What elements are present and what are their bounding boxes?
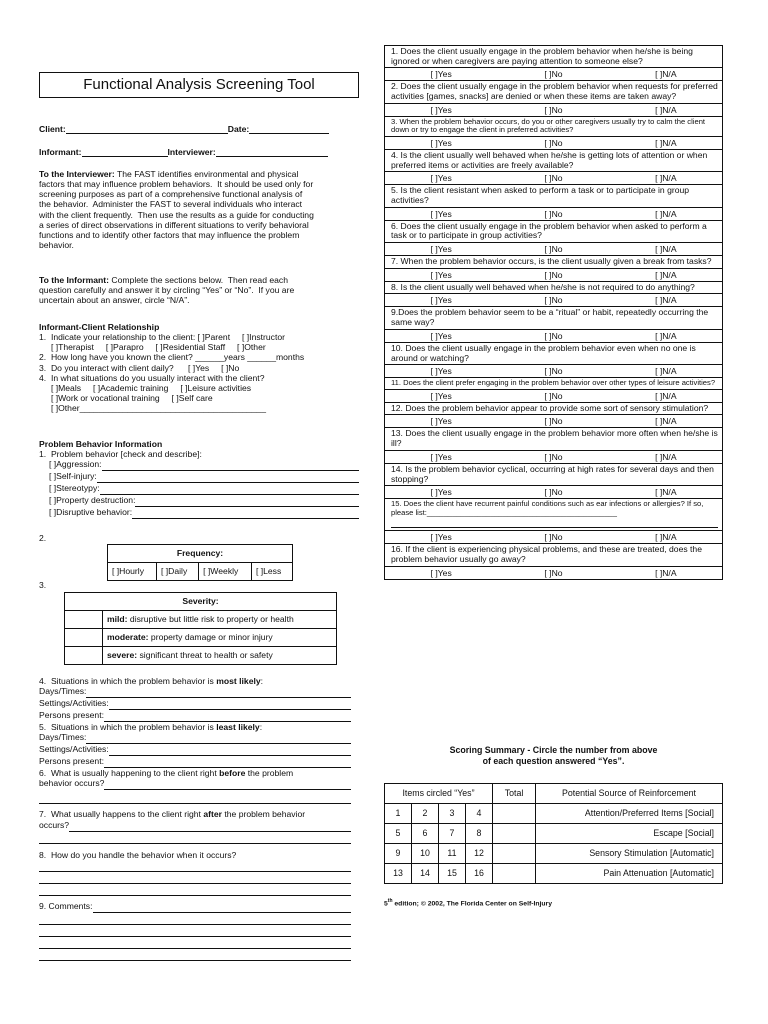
q8-answer-line[interactable] <box>39 884 351 896</box>
q6-answer[interactable] <box>39 778 351 790</box>
question-row <box>385 378 722 403</box>
answer-na[interactable]: [ ]N/A <box>655 137 677 148</box>
question-row <box>385 256 722 282</box>
scoring-title <box>384 745 723 768</box>
answer-no[interactable]: [ ]No <box>544 295 563 306</box>
behavior-item-label: [ ]Self-injury: <box>49 471 97 482</box>
comments-row[interactable] <box>39 901 351 913</box>
answer-no[interactable]: [ ]No <box>544 69 563 80</box>
interviewer-note-line: screening purposes as part of a comprehensive functional analysis of <box>39 189 303 200</box>
answer-options <box>385 242 722 255</box>
q6-emphasis: before <box>219 768 246 779</box>
situation-field[interactable] <box>39 732 351 744</box>
severity-table <box>64 592 337 665</box>
answer-options <box>385 450 722 463</box>
answer-na[interactable]: [ ]N/A <box>655 269 677 280</box>
question-text: 4. Is the client usually well behaved when he/she is getting lots of attention or when preferred items or activities are freely available? <box>391 149 708 170</box>
severity-checkbox[interactable] <box>65 647 103 665</box>
answer-na[interactable]: [ ]N/A <box>655 390 677 401</box>
answer-no[interactable]: [ ]No <box>544 330 563 341</box>
interviewer-note-line: the behavior. Administer the FAST to several individuals who interact <box>39 199 303 210</box>
edition-number: 5 <box>384 900 388 908</box>
answer-yes[interactable]: [ ]Yes <box>430 532 452 543</box>
scoring-header-items: Items circled “Yes” <box>385 784 493 804</box>
situation-field[interactable] <box>39 686 351 698</box>
q6-answer-line[interactable] <box>104 778 351 790</box>
behavior-info-section <box>39 439 359 519</box>
answer-options <box>385 103 722 116</box>
q5-text: 5. Situations in which the problem behavior is <box>39 722 217 733</box>
comments-line[interactable] <box>39 925 351 937</box>
situation-field[interactable] <box>39 744 351 756</box>
relationship-line[interactable]: [ ]Work or vocational training [ ]Self care <box>39 392 213 403</box>
answer-yes[interactable]: [ ]Yes <box>430 244 452 255</box>
relationship-section <box>39 322 361 413</box>
client-field[interactable] <box>66 124 228 134</box>
answer-yes[interactable]: [ ]Yes <box>430 390 452 401</box>
interviewer-note-line: a series of direct observations in different situations to verify behavioral <box>39 219 309 230</box>
question-row <box>385 403 722 429</box>
question-row <box>385 428 722 463</box>
q8-answer-line[interactable] <box>39 860 351 872</box>
answer-na[interactable]: [ ]N/A <box>655 330 677 341</box>
answer-no[interactable]: [ ]No <box>544 208 563 219</box>
question-text: 15. Does the client have recurrent painful conditions such as ear infections or allergies? If so, please list:_____________________________________________ <box>391 499 704 517</box>
relationship-line[interactable]: [ ]Meals [ ]Academic training [ ]Leisure activities <box>39 382 252 393</box>
footer-text: edition; © 2002, The Florida Center on Self-Injury <box>392 900 552 908</box>
question-row <box>385 150 722 185</box>
interviewer-label: Interviewer: <box>167 147 216 157</box>
score-item[interactable]: 2 <box>412 804 439 824</box>
form-title: Functional Analysis Screening Tool <box>39 72 359 98</box>
answer-na[interactable]: [ ]N/A <box>655 451 677 462</box>
question-row <box>385 46 722 81</box>
relationship-line[interactable]: [ ]Other_______________________________________ <box>39 403 266 414</box>
answer-options <box>385 171 722 184</box>
score-item[interactable]: 16 <box>466 864 493 884</box>
answer-no[interactable]: [ ]No <box>544 390 563 401</box>
severity-desc: significant threat to health or safety <box>137 650 273 661</box>
answer-no[interactable]: [ ]No <box>544 137 563 148</box>
situation-field-label: Settings/Activities: <box>39 698 109 709</box>
score-item[interactable]: 15 <box>439 864 466 884</box>
answer-no[interactable]: [ ]No <box>544 244 563 255</box>
q7-answer-line[interactable] <box>69 820 351 832</box>
relationship-line[interactable]: 1. Indicate your relationship to the client: [ ]Parent [ ]Instructor <box>39 332 286 343</box>
question-text: 3. When the problem behavior occurs, do you or other caregivers usually try to calm the client down or try to engage the client in preferred activities? <box>391 116 706 135</box>
score-item[interactable]: 12 <box>466 844 493 864</box>
situation-field[interactable] <box>39 756 351 768</box>
severity-header: Severity: <box>65 593 337 611</box>
answer-na[interactable]: [ ]N/A <box>655 416 677 427</box>
q5-colon: : <box>259 722 263 733</box>
question-row <box>385 544 722 578</box>
scoring-row <box>385 844 723 864</box>
situation-field-label: Days/Times: <box>39 732 87 743</box>
situation-field-label: Days/Times: <box>39 686 87 697</box>
answer-na[interactable]: [ ]N/A <box>655 366 677 377</box>
answer-no[interactable]: [ ]No <box>544 104 563 115</box>
answer-options <box>385 268 722 281</box>
q7-answer-line[interactable] <box>39 832 351 844</box>
informant-note-label: To the Informant: <box>39 275 110 285</box>
question-text: 2. Does the client usually engage in the problem behavior when requests for preferred activities [games, snacks] are denied or when these items are taken away? <box>391 81 718 102</box>
interviewer-note-line: factors that may influence problem behaviors. It should be used only for <box>39 179 314 190</box>
answer-no[interactable]: [ ]No <box>544 416 563 427</box>
frequency-number: 2. <box>39 533 47 543</box>
severity-row <box>103 647 337 665</box>
question-text: 6. Does the client usually engage in the problem behavior when asked to perform a task or to participate in group activities? <box>391 220 707 241</box>
score-item[interactable]: 9 <box>385 844 412 864</box>
scoring-header-source: Potential Source of Reinforcement <box>536 784 723 804</box>
score-item[interactable]: 1 <box>385 804 412 824</box>
score-total[interactable] <box>493 804 536 824</box>
answer-yes[interactable]: [ ]Yes <box>430 487 452 498</box>
question-text: 9.Does the problem behavior seem to be a “ritual” or habit, repeatedly occurring the same way? <box>391 307 709 328</box>
answer-na[interactable]: [ ]N/A <box>655 295 677 306</box>
scoring-row <box>385 824 723 844</box>
frequency-option[interactable]: [ ]Less <box>251 563 292 581</box>
situation-field-label: Persons present: <box>39 756 104 767</box>
answer-yes[interactable]: [ ]Yes <box>430 451 452 462</box>
score-total[interactable] <box>493 844 536 864</box>
behavior-item-line[interactable] <box>100 483 359 495</box>
answer-yes[interactable]: [ ]Yes <box>430 173 452 184</box>
relationship-line: 4. In what situations do you usually interact with the client? <box>39 372 265 383</box>
answer-no[interactable]: [ ]No <box>544 366 563 377</box>
answer-no[interactable]: [ ]No <box>544 173 563 184</box>
frequency-option[interactable]: [ ]Weekly <box>199 563 252 581</box>
answer-na[interactable]: [ ]N/A <box>655 244 677 255</box>
score-source: Attention/Preferred Items [Social] <box>536 804 723 824</box>
q4-emphasis: most likely <box>216 676 261 686</box>
q4-colon: : <box>260 676 264 686</box>
answer-na[interactable]: [ ]N/A <box>655 567 677 578</box>
question-text: 1. Does the client usually engage in the problem behavior when he/she is being ignored or when caregivers are paying attention to someone else? <box>391 46 693 66</box>
q7-text-tail: the problem behavior <box>221 809 306 820</box>
answer-options <box>385 414 722 427</box>
q7-text: 7. What usually happens to the client right <box>39 809 204 820</box>
frequency-header: Frequency: <box>108 545 293 563</box>
answer-options <box>385 293 722 306</box>
answer-options <box>385 530 722 543</box>
q7-answer[interactable] <box>39 820 351 832</box>
q8-text: 8. How do you handle the behavior when it occurs? <box>39 849 237 860</box>
question-list-line[interactable] <box>391 518 718 528</box>
score-item[interactable]: 10 <box>412 844 439 864</box>
interviewer-note-label: To the Interviewer: <box>39 169 115 179</box>
severity-row <box>103 629 337 647</box>
answer-options <box>385 364 722 377</box>
situation-field[interactable] <box>39 698 351 710</box>
q4-text: 4. Situations in which the problem behavior is <box>39 676 217 686</box>
score-item[interactable]: 11 <box>439 844 466 864</box>
score-item[interactable]: 4 <box>466 804 493 824</box>
interviewer-note-line: The FAST identifies environmental and physical <box>114 169 299 179</box>
severity-desc: property damage or minor injury <box>148 632 273 643</box>
answer-na[interactable]: [ ]N/A <box>655 69 677 80</box>
q7-line2: occurs? <box>39 819 70 830</box>
client-label: Client: <box>39 124 66 134</box>
score-item[interactable]: 3 <box>439 804 466 824</box>
date-field[interactable] <box>249 124 329 134</box>
question-row <box>385 464 722 499</box>
answer-yes[interactable]: [ ]Yes <box>430 269 452 280</box>
answer-yes[interactable]: [ ]Yes <box>430 208 452 219</box>
behavior-info-intro: 1. Problem behavior [check and describe]: <box>39 449 202 460</box>
answer-no[interactable]: [ ]No <box>544 532 563 543</box>
interviewer-note-line: with the client frequently. Then use the results as a guide for conducting <box>39 209 314 220</box>
behavior-item[interactable] <box>49 507 359 519</box>
answer-no[interactable]: [ ]No <box>544 487 563 498</box>
score-item[interactable]: 8 <box>466 824 493 844</box>
scoring-header-total: Total <box>493 784 536 804</box>
situation-field-line[interactable] <box>104 756 351 768</box>
behavior-item[interactable] <box>49 471 359 483</box>
answer-yes[interactable]: [ ]Yes <box>430 567 452 578</box>
behavior-item-line[interactable] <box>135 495 359 507</box>
answer-options <box>385 566 722 579</box>
interviewer-instructions <box>39 169 361 250</box>
question-text: 5. Is the client resistant when asked to perform a task or to participate in group activities? <box>391 185 690 205</box>
severity-row <box>103 611 337 629</box>
question-row <box>385 81 722 116</box>
situation-field-line[interactable] <box>86 732 351 744</box>
comments-line[interactable] <box>39 937 351 949</box>
question-row <box>385 343 722 378</box>
answer-yes[interactable]: [ ]Yes <box>430 137 452 148</box>
score-source: Escape [Social] <box>536 824 723 844</box>
relationship-line[interactable]: 3. Do you interact with client daily? [ ]Yes [ ]No <box>39 362 240 373</box>
question-text: 8. Is the client usually well behaved when he/she is not required to do anything? <box>391 281 695 292</box>
scoring-table <box>384 783 723 884</box>
score-item[interactable]: 5 <box>385 824 412 844</box>
scoring-title-line: Scoring Summary - Circle the number from above <box>449 745 658 755</box>
informant-note-line: question carefully and answer it by circling “Yes” or “No”. If you are <box>39 285 295 296</box>
comments-line[interactable] <box>93 901 352 913</box>
q6-answer-line[interactable] <box>39 792 351 804</box>
severity-desc: disruptive but little risk to property or health <box>127 614 294 625</box>
behavior-item-label: [ ]Disruptive behavior: <box>49 507 133 518</box>
question-row <box>385 185 722 220</box>
answer-na[interactable]: [ ]N/A <box>655 104 677 115</box>
severity-checkbox[interactable] <box>65 611 103 629</box>
informant-instructions <box>39 275 361 305</box>
behavior-item[interactable] <box>49 483 359 495</box>
severity-number: 3. <box>39 580 47 590</box>
relationship-line[interactable]: 2. How long have you known the client? ______years ______months <box>39 352 305 363</box>
answer-options <box>385 389 722 402</box>
behavior-info-heading: Problem Behavior Information <box>39 439 163 449</box>
situation-field-label: Persons present: <box>39 710 104 721</box>
answer-options <box>385 67 722 80</box>
situation-field-line[interactable] <box>86 686 351 698</box>
informant-interviewer-row <box>39 147 359 157</box>
severity-level: mild: <box>107 614 128 625</box>
question-text: 14. Is the problem behavior cyclical, occurring at high rates for several days and then stopping? <box>391 463 714 484</box>
question-row <box>385 307 722 342</box>
informant-note-line: Complete the sections below. Then read each <box>109 275 289 285</box>
answer-yes[interactable]: [ ]Yes <box>430 295 452 306</box>
question-text: 7. When the problem behavior occurs, is the client usually given a break from tasks? <box>391 256 712 267</box>
score-item[interactable]: 7 <box>439 824 466 844</box>
answer-na[interactable]: [ ]N/A <box>655 532 677 543</box>
question-text: 12. Does the problem behavior appear to provide some sort of sensory stimulation? <box>391 402 709 413</box>
question-row <box>385 221 722 256</box>
answer-yes[interactable]: [ ]Yes <box>430 366 452 377</box>
behavior-item-label: [ ]Property destruction: <box>49 495 136 506</box>
answer-options <box>385 207 722 220</box>
situation-field-label: Settings/Activities: <box>39 744 109 755</box>
behavior-item-label: [ ]Stereotypy: <box>49 483 100 494</box>
score-total[interactable] <box>493 864 536 884</box>
answer-yes[interactable]: [ ]Yes <box>430 69 452 80</box>
answer-na[interactable]: [ ]N/A <box>655 173 677 184</box>
situation-field[interactable] <box>39 710 351 722</box>
answer-na[interactable]: [ ]N/A <box>655 208 677 219</box>
score-total[interactable] <box>493 824 536 844</box>
question-text: 10. Does the client usually engage in the problem behavior even when no one is around or watching? <box>391 342 696 363</box>
q8-answer-line[interactable] <box>39 872 351 884</box>
relationship-heading: Informant-Client Relationship <box>39 322 160 332</box>
behavior-item[interactable] <box>49 495 359 507</box>
question-text: 13. Does the client usually engage in the problem behavior more often when he/she is ill? <box>391 428 718 449</box>
q6-line2: behavior occurs? <box>39 778 105 789</box>
comments-line[interactable] <box>39 949 351 961</box>
edition-suffix: th <box>387 898 393 904</box>
answer-options <box>385 485 722 498</box>
comments-label: 9. Comments: <box>39 900 93 911</box>
client-date-row <box>39 124 359 134</box>
severity-level: severe: <box>107 650 138 661</box>
frequency-option[interactable]: [ ]Hourly <box>108 563 157 581</box>
behavior-item[interactable] <box>49 459 359 471</box>
date-label: Date: <box>227 124 250 134</box>
frequency-table <box>107 544 293 581</box>
answer-yes[interactable]: [ ]Yes <box>430 416 452 427</box>
questions-table <box>384 45 723 580</box>
score-source: Pain Attenuation [Automatic] <box>536 864 723 884</box>
informant-field[interactable] <box>82 147 168 157</box>
q6-text: 6. What is usually happening to the client right <box>39 768 220 779</box>
question-row <box>385 117 722 150</box>
score-item[interactable]: 6 <box>412 824 439 844</box>
answer-no[interactable]: [ ]No <box>544 451 563 462</box>
behavior-item-line[interactable] <box>97 471 359 483</box>
answer-yes[interactable]: [ ]Yes <box>430 104 452 115</box>
question-row <box>385 499 722 544</box>
behavior-item-line[interactable] <box>102 459 359 471</box>
scoring-row <box>385 864 723 884</box>
scoring-title-line: of each question answered “Yes”. <box>482 756 625 767</box>
situation-field-line[interactable] <box>109 744 351 756</box>
answer-options <box>385 136 722 149</box>
question-text: 11. Does the client prefer engaging in the problem behavior over other types of leisure activities? <box>391 378 716 388</box>
q5-emphasis: least likely <box>216 722 260 733</box>
question-row <box>385 282 722 308</box>
informant-label: Informant: <box>39 147 82 157</box>
q6-text-tail: the problem <box>245 768 294 779</box>
question-text: 16. If the client is experiencing physical problems, and these are treated, does the problem behavior usually go away? <box>391 544 702 564</box>
behavior-item-line[interactable] <box>132 507 359 519</box>
situation-field-line[interactable] <box>109 698 351 710</box>
answer-no[interactable]: [ ]No <box>544 269 563 280</box>
score-item[interactable]: 13 <box>385 864 412 884</box>
answer-yes[interactable]: [ ]Yes <box>430 330 452 341</box>
severity-level: moderate: <box>107 632 149 643</box>
interviewer-field[interactable] <box>216 147 328 157</box>
footer-edition <box>384 899 552 908</box>
answer-options <box>385 329 722 342</box>
interviewer-note-line: behavior. <box>39 239 74 250</box>
q7-emphasis: after <box>203 809 222 820</box>
answer-no[interactable]: [ ]No <box>544 567 563 578</box>
severity-checkbox[interactable] <box>65 629 103 647</box>
answer-na[interactable]: [ ]N/A <box>655 487 677 498</box>
scoring-row <box>385 804 723 824</box>
behavior-item-label: [ ]Aggression: <box>49 459 102 470</box>
interviewer-note-line: functions and to identify other factors that may influence the problem <box>39 229 300 240</box>
frequency-option[interactable]: [ ]Daily <box>157 563 199 581</box>
relationship-line[interactable]: [ ]Therapist [ ]Parapro [ ]Residential Staff [ ]Other <box>39 342 266 353</box>
score-source: Sensory Stimulation [Automatic] <box>536 844 723 864</box>
comments-line[interactable] <box>39 913 351 925</box>
situations-section <box>39 676 351 961</box>
score-item[interactable]: 14 <box>412 864 439 884</box>
informant-note-line: uncertain about an answer, circle “N/A”. <box>39 295 190 306</box>
situation-field-line[interactable] <box>104 710 351 722</box>
